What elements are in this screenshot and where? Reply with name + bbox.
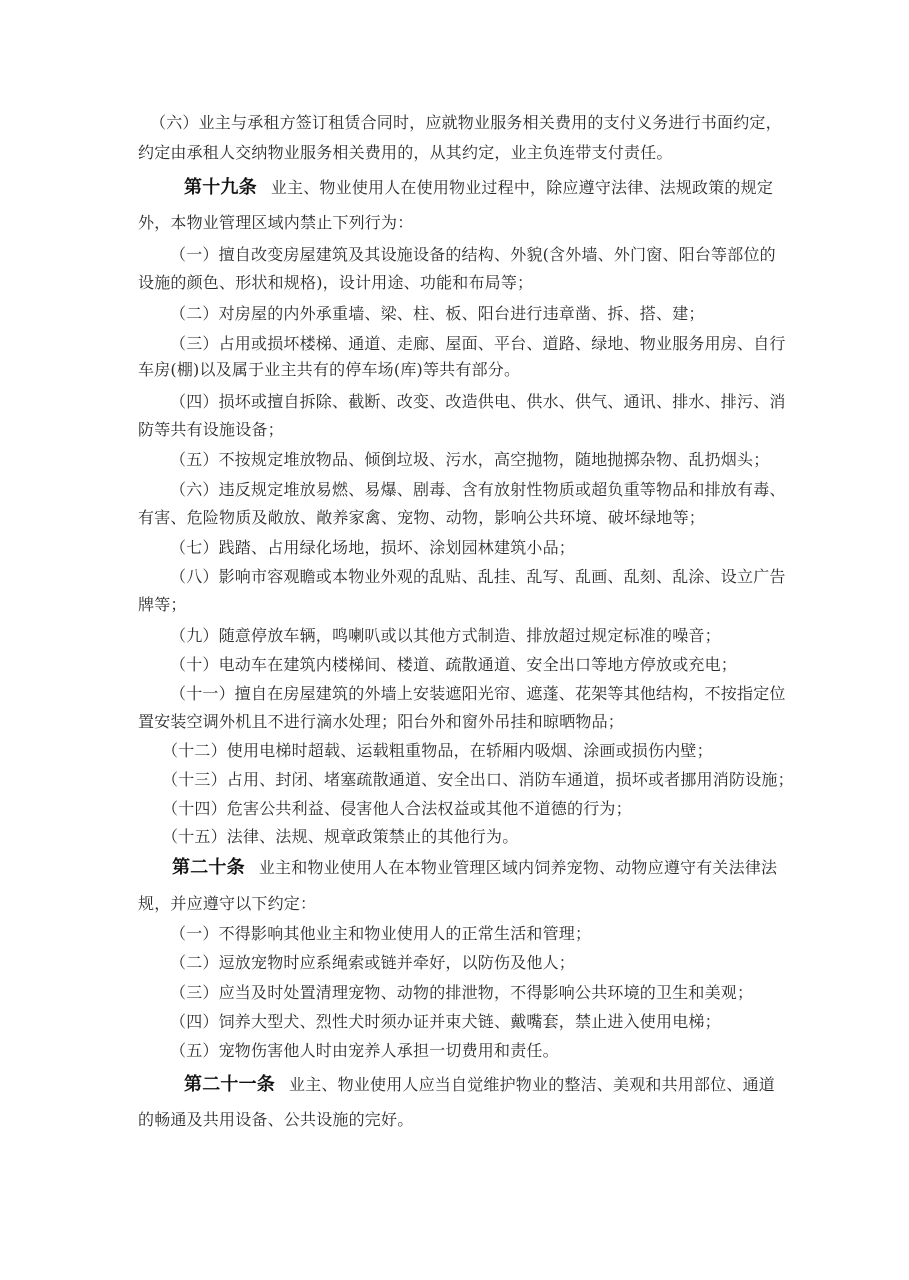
paragraph-line: （六）业主与承租方签订租赁合同时，应就物业服务相关费用的支付义务进行书面约定，	[150, 113, 782, 132]
list-item-cont: 置安装空调外机且不进行滴水处理；阳台外和窗外吊挂和晾晒物品；	[138, 712, 625, 731]
list-item: （九）随意停放车辆，鸣喇叭或以其他方式制造、排放超过规定标准的噪音；	[170, 626, 721, 645]
list-item-cont: 有害、危险物质及敞放、敞养家禽、宠物、动物，影响公共环境、破坏绿地等；	[138, 508, 706, 527]
list-item: （十）电动车在建筑内楼梯间、楼道、疏散通道、安全出口等地方停放或充电；	[170, 655, 738, 674]
paragraph-line: 外，本物业管理区域内禁止下列行为：	[138, 213, 414, 232]
list-item: （八）影响市容观瞻或本物业外观的乱贴、乱挂、乱写、乱画、乱刻、乱涂、设立广告	[170, 567, 786, 586]
article-heading: 第十九条	[184, 177, 257, 198]
article-21-intro: 第二十一条 业主、物业使用人应当自觉维护物业的整洁、美观和共用部位、通道	[184, 1074, 776, 1095]
list-item: （六）违反规定堆放易燃、易爆、剧毒、含有放射性物质或超负重等物品和排放有毒、	[170, 480, 786, 499]
list-item: （四）饲养大型犬、烈性犬时须办证并束犬链、戴嘴套，禁止进入使用电梯；	[170, 1012, 721, 1031]
list-item: （十一）擅自在房屋建筑的外墙上安装遮阳光帘、遮蓬、花架等其他结构，不按指定位	[170, 684, 786, 703]
list-item-cont: 车房(棚)以及属于业主共有的停车场(库)等共有部分。	[138, 360, 521, 379]
list-item: （五）宠物伤害他人时由宠养人承担一切费用和责任。	[170, 1041, 559, 1060]
paragraph-line: 约定由承租人交纳物业服务相关费用的，从其约定，业主负连带支付责任。	[138, 143, 673, 162]
article-heading: 第二十条	[172, 857, 245, 878]
list-item: （七）践踏、占用绿化场地，损坏、涂划园林建筑小品；	[170, 538, 576, 557]
list-item: （二）对房屋的内外承重墙、梁、柱、板、阳台进行违章凿、拆、搭、建；	[170, 304, 705, 323]
list-item-cont: 牌等；	[138, 595, 187, 614]
list-item: （二）逗放宠物时应系绳索或链并牵好，以防伤及他人；	[170, 953, 576, 972]
list-item: （三）占用或损坏楼梯、通道、走廊、屋面、平台、道路、绿地、物业服务用房、自行	[170, 334, 786, 353]
article-19-intro: 第十九条 业主、物业使用人在使用物业过程中，除应遵守法律、法规政策的规定	[184, 177, 774, 198]
list-item: （十五）法律、法规、规章政策禁止的其他行为。	[162, 827, 519, 846]
list-item: （一）不得影响其他业主和物业使用人的正常生活和管理；	[170, 924, 592, 943]
list-item: （四）损坏或擅自拆除、截断、改变、改造供电、供水、供气、通讯、排水、排污、消	[170, 392, 786, 411]
list-item-cont: 设施的颜色、形状和规格)，设计用途、功能和布局等；	[138, 273, 534, 292]
list-item-cont: 防等共有设施设备；	[138, 420, 284, 439]
list-item: （三）应当及时处置清理宠物、动物的排泄物，不得影响公共环境的卫生和美观；	[170, 983, 754, 1002]
article-20-intro: 第二十条 业主和物业使用人在本物业管理区域内饲养宠物、动物应遵守有关法律法	[172, 857, 778, 878]
list-item: （五）不按规定堆放物品、倾倒垃圾、污水，高空抛物，随地抛掷杂物、乱扔烟头；	[170, 450, 770, 469]
article-heading: 第二十一条	[184, 1074, 275, 1095]
paragraph-line: 规，并应遵守以下约定：	[138, 894, 317, 913]
list-item: （十三）占用、封闭、堵塞疏散通道、安全出口、消防车通道，损坏或者挪用消防设施；	[162, 770, 794, 789]
list-item: （十四）危害公共利益、侵害他人合法权益或其他不道德的行为；	[162, 799, 632, 818]
paragraph-line: 的畅通及共用设备、公共设施的完好。	[138, 1110, 414, 1129]
list-item: （一）擅自改变房屋建筑及其设施设备的结构、外貌(含外墙、外门窗、阳台等部位的	[170, 245, 776, 264]
list-item: （十二）使用电梯时超载、运载粗重物品，在轿厢内吸烟、涂画或损伤内壁；	[162, 741, 713, 760]
